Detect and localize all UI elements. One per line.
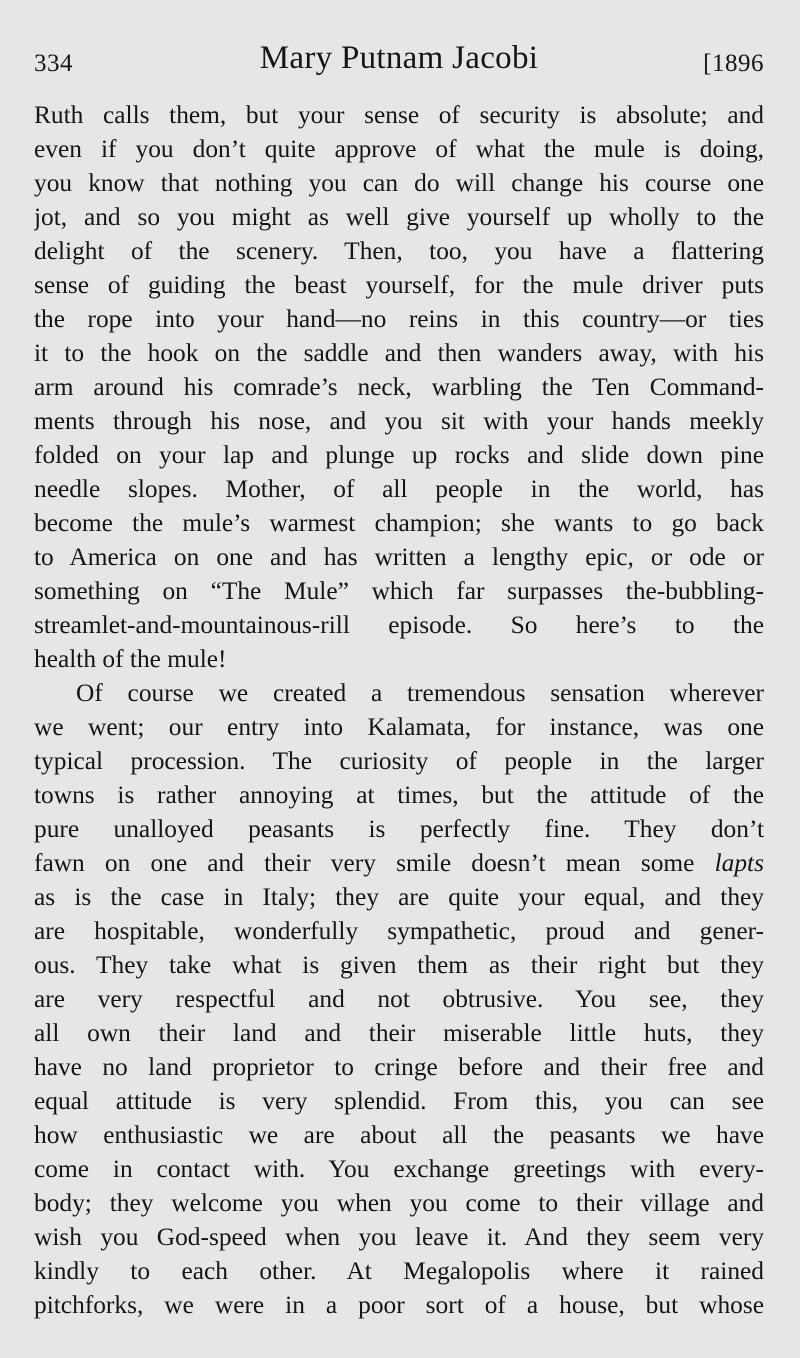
text-line: even if you don’t quite approve of what the mule is doing, xyxy=(34,135,764,163)
running-title: Mary Putnam Jacobi xyxy=(259,40,539,76)
text-line: you know that nothing you can do will change his course one xyxy=(34,169,764,197)
text-line: wish you God-speed when you leave it. And they seem very xyxy=(34,1223,764,1251)
text-line: delight of the scenery. Then, too, you have a flattering xyxy=(34,237,764,265)
text-line: become the mule’s warmest champion; she wants to go back xyxy=(34,509,764,537)
text-line: jot, and so you might as well give yourself up wholly to the xyxy=(34,203,764,231)
text-line: all own their land and their miserable little huts, they xyxy=(34,1019,764,1047)
text-line: come in contact with. You exchange greetings with every- xyxy=(34,1155,764,1183)
text-line: towns is rather annoying at times, but the attitude of the xyxy=(34,781,764,809)
running-year: [1896 xyxy=(703,50,764,77)
text-line: are hospitable, wonderfully sympathetic, proud and gener- xyxy=(34,917,764,945)
text-line: health of the mule! xyxy=(34,645,227,673)
paragraph-2 xyxy=(34,676,764,1322)
text-line: to America on one and has written a lengthy epic, or ode or xyxy=(34,543,764,571)
text-line: body; they welcome you when you come to their village and xyxy=(34,1189,764,1217)
text-line: we went; our entry into Kalamata, for instance, was one xyxy=(34,713,764,741)
text-line: Ruth calls them, but your sense of security is absolute; and xyxy=(34,101,764,129)
text-line: streamlet-and-mountainous-rill episode. So here’s to the xyxy=(34,611,764,639)
text-line: as is the case in Italy; they are quite your equal, and they xyxy=(34,883,764,911)
text-line: kindly to each other. At Megalopolis where it rained xyxy=(34,1257,764,1285)
text-line: folded on your lap and plunge up rocks and slide down pine xyxy=(34,441,764,469)
text-line-with-italic xyxy=(34,846,764,880)
text-line: how enthusiastic we are about all the peasants we have xyxy=(34,1121,764,1149)
text-line: pitchforks, we were in a poor sort of a house, but whose xyxy=(34,1291,764,1319)
text-line: typical procession. The curiosity of people in the larger xyxy=(34,747,764,775)
text-line: something on “The Mule” which far surpasses the-bubbling- xyxy=(34,577,764,605)
text-segment: fawn on one and their very smile doesn’t mean some xyxy=(34,849,715,877)
page-number: 334 xyxy=(34,50,73,77)
text-line: arm around his comrade’s neck, warbling the Ten Command- xyxy=(34,373,764,401)
text-line: Of course we created a tremendous sensation wherever xyxy=(76,679,764,707)
running-header xyxy=(34,40,764,92)
text-line: have no land proprietor to cringe before and their free and xyxy=(34,1053,764,1081)
text-line: needle slopes. Mother, of all people in the world, has xyxy=(34,475,764,503)
text-line: ments through his nose, and you sit with your hands meekly xyxy=(34,407,764,435)
text-line: pure unalloyed peasants is perfectly fine. They don’t xyxy=(34,815,764,843)
text-line: sense of guiding the beast yourself, for the mule driver puts xyxy=(34,271,764,299)
body-text xyxy=(34,98,764,1322)
text-line: the rope into your hand—no reins in this country—or ties xyxy=(34,305,764,333)
text-line: are very respectful and not obtrusive. You see, they xyxy=(34,985,764,1013)
text-line: ous. They take what is given them as their right but they xyxy=(34,951,764,979)
text-line: equal attitude is very splendid. From this, you can see xyxy=(34,1087,764,1115)
italic-word: lapts xyxy=(714,849,764,877)
text-line: it to the hook on the saddle and then wanders away, with his xyxy=(34,339,764,367)
paragraph-1 xyxy=(34,98,764,676)
